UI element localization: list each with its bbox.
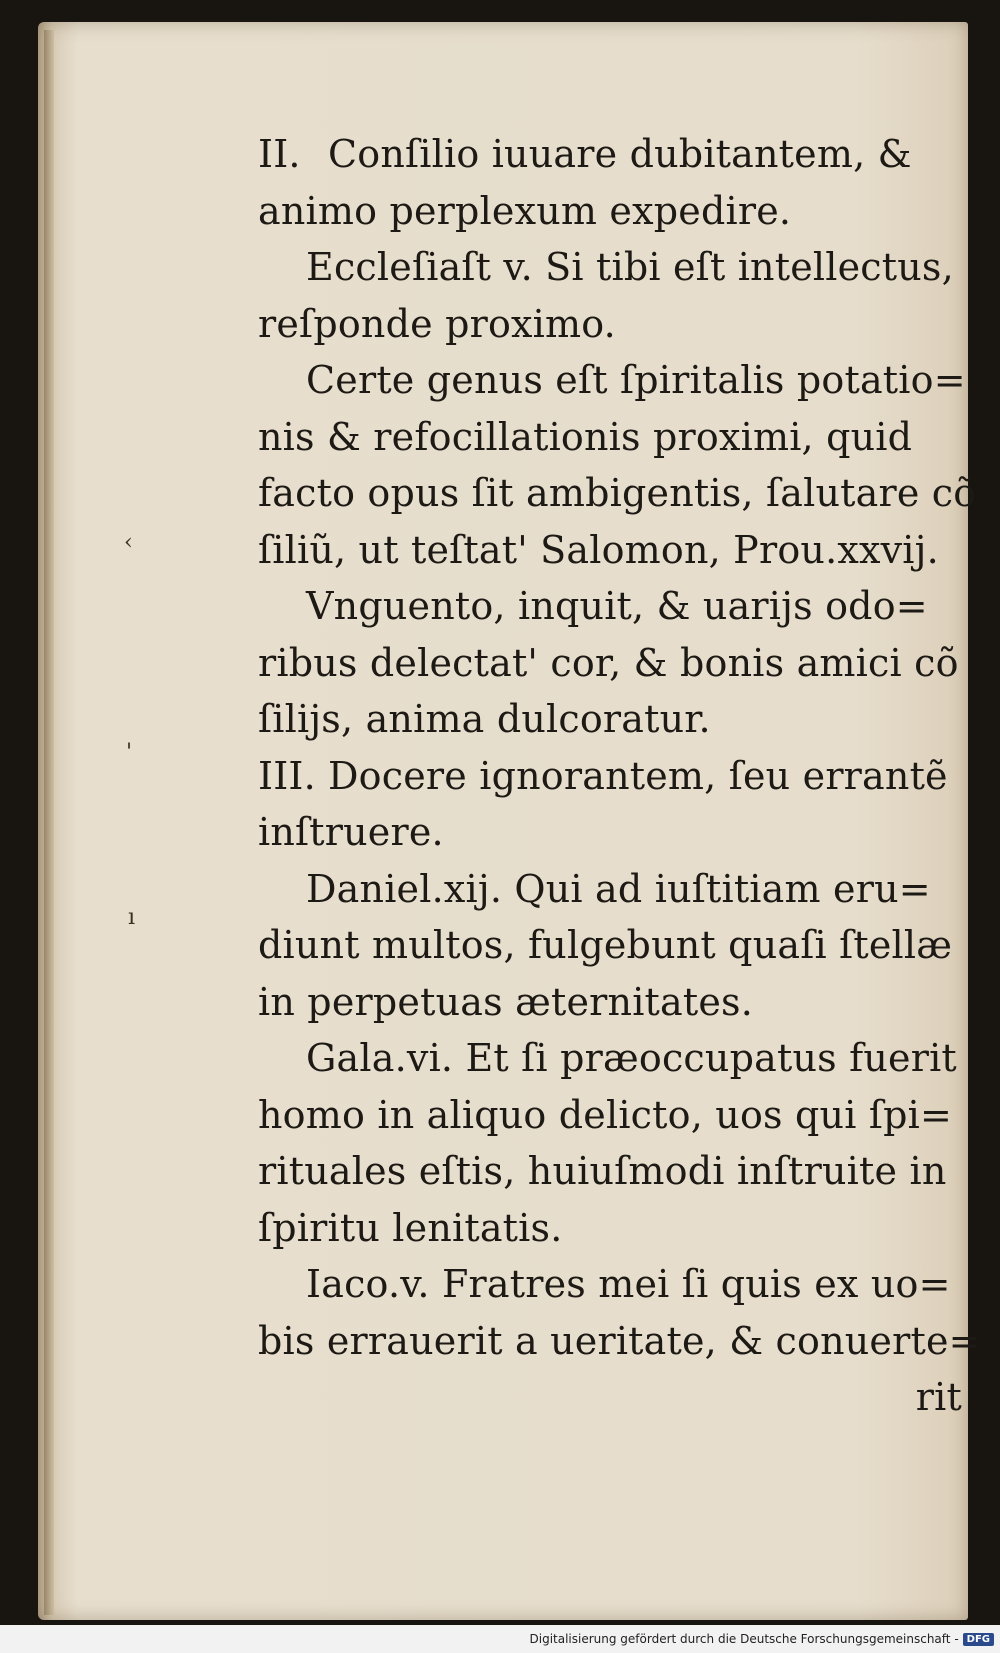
footer-credit: Digitalisierung gefördert durch die Deutsche Forschungsgemeinschaft - [529,1632,959,1646]
page-gutter-edge [44,30,54,1615]
text-line: homo in aliquo delicto, uos qui ſpi= [258,1092,953,1137]
text-line: ſpiritu lenitatis. [258,1205,563,1250]
text-line: nis & refocillationis proximi, quid [258,414,913,459]
digitization-footer [0,1625,1000,1653]
text-line: Certe genus eſt ſpiritalis potatio= [306,358,966,402]
text-line: rituales eſtis, huiuſmodi inſtruite in [258,1149,947,1193]
catchword: rit [915,1375,962,1419]
text-line: ribus delectat' cor, & bonis amici cõ [258,640,959,685]
text-line: in perpetuas æternitates. [258,979,754,1024]
page-text [258,126,981,1426]
dfg-logo-icon: DFG [963,1633,994,1646]
margin-mark: ı [128,905,136,930]
text-line: ſiliũ, ut teſtat' Salomon, Prou.xxvij. [258,527,939,572]
margin-mark: ‹ [124,530,133,555]
text-line: facto opus ſit ambigentis, ſalutare cõ [258,471,977,515]
text-line: Iaco.v. Fratres mei ſi quis ex uo= [306,1262,951,1306]
text-line: ſilijs, anima dulcoratur. [258,697,711,741]
text-line: II. Conſilio iuuare dubitantem, & [258,132,912,176]
text-line: III. Docere ignorantem, ſeu errantẽ [258,753,948,798]
text-line: reſponde proximo. [258,301,616,346]
text-line: Vnguento, inquit, & uarijs odo= [306,584,928,628]
text-line: Gala.vi. Et ſi præoccupatus fuerit [306,1036,957,1080]
text-line: inſtruere. [258,810,444,854]
text-line: animo perplexum expedire. [258,188,792,233]
text-line: diunt multos, fulgebunt quaſi ſtellæ [258,923,953,967]
margin-mark: ' [126,740,133,765]
text-line: Daniel.xij. Qui ad iuſtitiam eru= [306,866,931,911]
text-line: bis errauerit a ueritate, & conuerte= [258,1318,981,1363]
text-line: Eccleſiaſt v. Si tibi eſt intellectus, [306,245,954,289]
